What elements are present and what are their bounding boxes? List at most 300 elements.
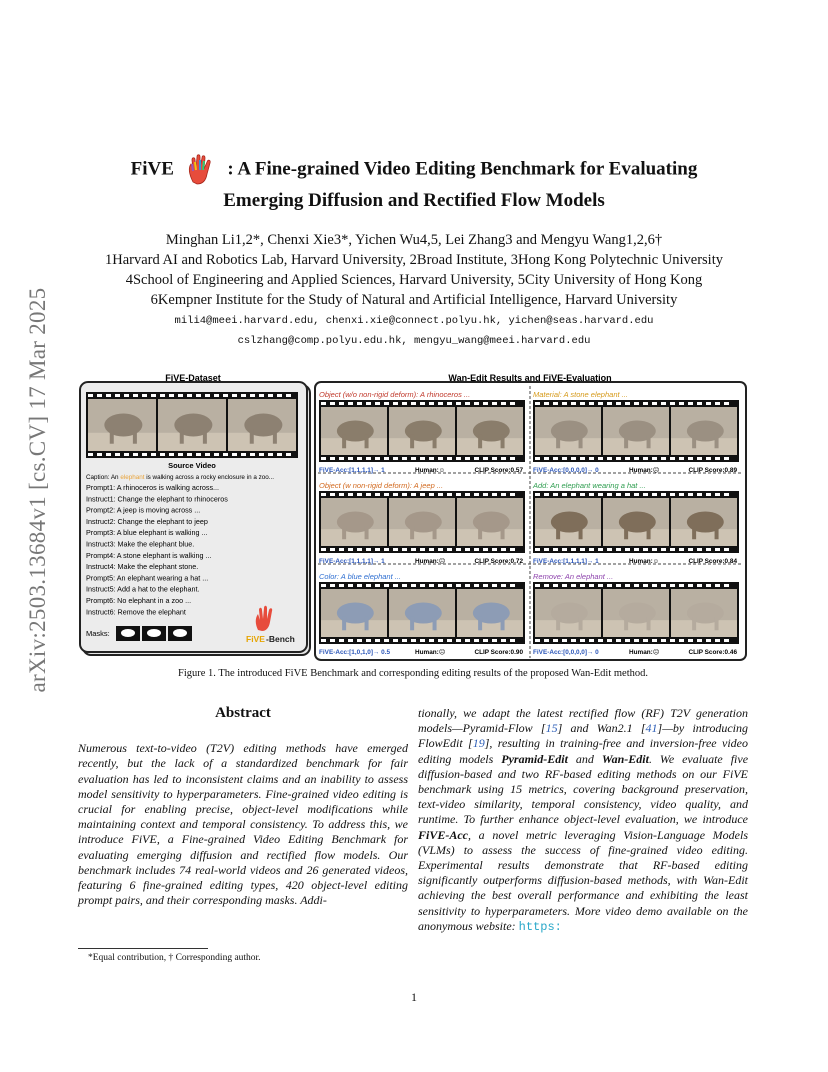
result-video-sprocket [330,493,335,496]
result-video-sprocket [348,548,353,551]
source-video-sprocket [151,453,156,456]
result-video-leg [715,435,719,448]
figure-1 [78,372,748,662]
result-video-sprocket [598,548,603,551]
result-video-leg [556,526,560,539]
abstract-text-g: , a novel metric leveraging Vision-Language Models (VLMs) to assess the success of fine-grained video editing. Experimental results demonstrate that RF-based editing significantly outperforms diffusion-based methods, with Wan-Edit achieving the best overall performance and exhibiting the least sensitivity to hyperparameters. More video demo available on the anonymous website: [418,827,748,933]
result-video-sprocket [634,639,639,642]
footnote: *Equal contribution, † Corresponding author. [88,953,261,963]
result-video-sprocket [661,548,666,551]
title-five: FiVE [130,158,174,180]
result-video-sprocket [652,548,657,551]
result-video-sprocket [375,493,380,496]
result-video-sprocket [535,548,540,551]
prompt-line: Prompt5: An elephant wearing a hat ... [86,573,209,583]
result-video-leg [692,617,696,630]
bench-label-rest: -Bench [266,634,295,644]
result-video-sprocket [643,584,648,587]
result-video-sprocket [420,639,425,642]
result-video-sprocket [679,402,684,405]
clip-score: CLIP Score:0.90 [474,649,523,656]
result-video-sprocket [616,639,621,642]
result-video-sprocket [562,639,567,642]
result-video-sprocket [402,457,407,460]
result-video-sprocket [724,402,729,405]
wan-edit-term: Wan-Edit [601,751,649,766]
result-video-sprocket [357,402,362,405]
source-video-sprocket [268,453,273,456]
source-video-label: Source Video [168,461,216,470]
human-rating: Human:☹ [415,649,446,656]
result-video-sprocket [438,457,443,460]
source-video-leg [110,429,114,444]
result-video-sprocket [321,493,326,496]
result-video-sprocket [580,584,585,587]
result-video-sprocket [474,548,479,551]
result-video-sprocket [715,548,720,551]
result-video-sprocket [465,584,470,587]
result-video-sprocket [429,548,434,551]
result-video-leg [579,617,583,630]
result-video-sprocket [465,457,470,460]
result-video-sprocket [571,402,576,405]
citation-15[interactable]: 15 [545,721,558,736]
result-video-sprocket [625,493,630,496]
source-video-sprocket [196,394,201,397]
footnote-rule [78,948,208,949]
result-video-sprocket [492,584,497,587]
result-video-sprocket [447,402,452,405]
source-video-leg [203,429,207,444]
result-video-sprocket [483,639,488,642]
result-video-sprocket [562,548,567,551]
result-video-sprocket [544,402,549,405]
result-video-sprocket [339,457,344,460]
pyramid-edit-term: Pyramid-Edit [501,751,568,766]
result-video-sprocket [357,457,362,460]
caption-prefix: Caption: An [86,474,121,481]
panel-label: Material: A stone elephant ... [533,390,628,399]
result-video-sprocket [625,402,630,405]
result-video-sprocket [661,639,666,642]
result-video-sprocket [348,584,353,587]
result-video-sprocket [607,548,612,551]
result-video-leg [410,435,414,448]
source-video-sprocket [259,394,264,397]
result-video-sprocket [456,457,461,460]
panel-label: Object (w non-rigid deform): A jeep ... [319,481,444,490]
result-video-sprocket [384,548,389,551]
result-video-sprocket [634,493,639,496]
result-video-sprocket [438,493,443,496]
prompt-line: Instruct2: Change the elephant to jeep [86,516,208,526]
result-video-sprocket [321,639,326,642]
result-video-sprocket [553,639,558,642]
result-video-sprocket [661,457,666,460]
result-video-sprocket [456,548,461,551]
result-video-sprocket [562,457,567,460]
result-video-sprocket [643,548,648,551]
result-video-sprocket [510,402,515,405]
result-video-sprocket [598,584,603,587]
source-video-sprocket [187,453,192,456]
result-video-sprocket [679,584,684,587]
result-video-sprocket [643,402,648,405]
result-video-sprocket [724,584,729,587]
source-video-sprocket [223,394,228,397]
result-video-sprocket [483,548,488,551]
result-video-leg [433,435,437,448]
result-video-sprocket [607,639,612,642]
result-video-sprocket [483,457,488,460]
result-video-sprocket [492,457,497,460]
result-video-sprocket [724,493,729,496]
source-video-sprocket [169,394,174,397]
result-video-sprocket [411,639,416,642]
abstract-right-column [418,706,748,935]
result-video-sprocket [384,493,389,496]
email-line-2: cslzhang@comp.polyu.edu.hk, mengyu_wang@meei.harvard.edu [237,335,591,347]
result-video-leg [342,435,346,448]
result-video-sprocket [474,402,479,405]
result-video-sprocket [366,493,371,496]
abstract-text-a: tionally, we adapt the latest rectified flow (RF) T2V generation models—Pyramid-Flow [ [418,706,748,736]
abstract-heading: Abstract [215,705,271,721]
result-video-sprocket [715,402,720,405]
result-video-sprocket [375,548,380,551]
result-video-sprocket [571,639,576,642]
source-video-sprocket [232,394,237,397]
source-video-sprocket [97,394,102,397]
source-video-leg [250,429,254,444]
prompt-line: Instruct3: Make the elephant blue. [86,539,195,549]
result-video-sprocket [670,493,675,496]
result-video-sprocket [411,584,416,587]
source-video-sprocket [277,453,282,456]
result-video-sprocket [544,548,549,551]
result-video-leg [478,526,482,539]
result-video-sprocket [697,639,702,642]
result-video-sprocket [375,584,380,587]
result-video-leg [556,435,560,448]
mask-elephant [121,629,135,637]
result-video-sprocket [429,639,434,642]
result-video-sprocket [661,402,666,405]
result-video-leg [692,526,696,539]
masks-label: Masks: [86,629,110,638]
result-video-sprocket [706,402,711,405]
source-video-sprocket [214,394,219,397]
result-video-sprocket [616,493,621,496]
result-video-sprocket [393,584,398,587]
result-video-sprocket [510,457,515,460]
result-video-sprocket [553,584,558,587]
result-video-sprocket [393,493,398,496]
result-video-sprocket [625,639,630,642]
result-video-sprocket [321,548,326,551]
result-video-sprocket [625,584,630,587]
result-video-sprocket [706,584,711,587]
result-video-sprocket [670,548,675,551]
result-video-sprocket [420,402,425,405]
result-video-sprocket [384,639,389,642]
dataset-header: FiVE-Dataset [165,373,221,383]
result-video-sprocket [375,457,380,460]
result-video-sprocket [724,457,729,460]
result-video-sprocket [706,639,711,642]
result-video-sprocket [706,493,711,496]
result-video-sprocket [724,548,729,551]
result-video-sprocket [438,639,443,642]
result-video-leg [579,526,583,539]
result-video-sprocket [339,548,344,551]
result-video-leg [624,526,628,539]
result-video-leg [579,435,583,448]
clip-score: CLIP Score:0.72 [474,558,523,565]
figure-caption: Figure 1. The introduced FiVE Benchmark and corresponding editing results of the proposed Wan-Edit method. [177,668,648,679]
result-video-sprocket [553,548,558,551]
source-video-sprocket [268,394,273,397]
result-video-sprocket [571,584,576,587]
result-video-sprocket [697,584,702,587]
result-video-sprocket [679,457,684,460]
human-rating: Human:☹ [629,467,660,474]
result-video-sprocket [447,584,452,587]
result-video-sprocket [474,493,479,496]
result-video-sprocket [393,639,398,642]
five-acc-score: FiVE-Acc:[1,1,1,1]→ 1 [319,467,385,474]
result-video-sprocket [697,402,702,405]
result-video-sprocket [688,402,693,405]
citation-19[interactable]: 19 [472,736,485,751]
result-video-sprocket [393,548,398,551]
result-video-sprocket [535,493,540,496]
source-video-sprocket [124,453,129,456]
result-video-sprocket [366,639,371,642]
result-video-sprocket [366,457,371,460]
result-video-leg [501,435,505,448]
title-line2: Emerging Diffusion and Rectified Flow Models [223,190,605,211]
result-video-sprocket [661,584,666,587]
dataset-caption [86,474,274,481]
caption-highlight: elephant [120,474,145,481]
source-video-sprocket [196,453,201,456]
result-video-sprocket [339,639,344,642]
result-video-sprocket [553,493,558,496]
result-video-sprocket [510,639,515,642]
source-video-sprocket [178,453,183,456]
source-video-sprocket [214,453,219,456]
result-video-sprocket [616,402,621,405]
result-video-sprocket [535,584,540,587]
abstract-left-column [78,706,408,908]
result-video-sprocket [688,493,693,496]
abstract-text-d: ], resulting in training-free and inversion-free video editing models [418,736,748,766]
result-video-sprocket [643,493,648,496]
result-video-sprocket [375,639,380,642]
five-acc-score: FiVE-Acc:[1,1,1,1]→ 1 [319,558,385,565]
result-video-sprocket [589,548,594,551]
result-video-sprocket [339,402,344,405]
result-video-sprocket [330,402,335,405]
clip-score: CLIP Score:0.46 [688,649,737,656]
result-video-sprocket [589,493,594,496]
result-video-sprocket [535,639,540,642]
result-video-sprocket [357,639,362,642]
panel-label: Add: An elephant wearing a hat ... [533,481,646,490]
result-video-sprocket [357,584,362,587]
result-video-sprocket [339,493,344,496]
prompt-line: Prompt1: A rhinoceros is walking across... [86,483,220,492]
clip-score: CLIP Score:0.57 [474,467,523,474]
result-video-leg [715,526,719,539]
result-video-sprocket [447,639,452,642]
source-video-sprocket [286,394,291,397]
result-video-sprocket [447,548,452,551]
result-video-sprocket [402,548,407,551]
results-header: Wan-Edit Results and FiVE-Evaluation [448,373,612,383]
result-video-sprocket [580,493,585,496]
result-video-sprocket [420,548,425,551]
prompt-line: Instruct5: Add a hat to the elephant. [86,584,200,594]
prompt-line: Prompt6: No elephant in a zoo ... [86,596,192,605]
result-video-sprocket [580,639,585,642]
source-video-sprocket [115,394,120,397]
panel-label: Remove: An elephant ... [533,572,614,581]
result-video-sprocket [339,584,344,587]
result-video-sprocket [510,548,515,551]
result-video-leg [365,435,369,448]
result-video-sprocket [321,402,326,405]
clip-score: CLIP Score:0.84 [688,558,737,565]
author-block [60,230,768,310]
result-video-sprocket [715,584,720,587]
result-video-sprocket [688,639,693,642]
caption-suffix: is walking across a rocky enclosure in a zoo... [144,474,274,481]
result-video-sprocket [447,457,452,460]
source-video-sprocket [151,394,156,397]
result-video-sprocket [706,457,711,460]
source-video-sprocket [205,394,210,397]
result-video-sprocket [357,548,362,551]
result-video-sprocket [402,493,407,496]
result-video-sprocket [366,402,371,405]
result-video-sprocket [706,548,711,551]
source-video-sprocket [142,453,147,456]
result-video-sprocket [598,639,603,642]
result-video-sprocket [562,493,567,496]
source-video-leg [273,429,277,444]
result-video-sprocket [634,584,639,587]
human-rating: Human:☹ [415,558,446,565]
abstract-text-b: ] and Wan2.1 [ [557,721,646,736]
result-video-sprocket [420,493,425,496]
result-video-sprocket [589,639,594,642]
result-video-leg [342,617,346,630]
result-video-sprocket [715,493,720,496]
result-video-leg [647,435,651,448]
source-video-sprocket [133,453,138,456]
result-video-sprocket [384,457,389,460]
five-acc-score: FiVE-Acc:[0,0,0,0]→ 0 [533,649,599,656]
result-video-sprocket [643,457,648,460]
result-video-sprocket [348,639,353,642]
source-video-leg [133,429,137,444]
prompt-line: Prompt3: A blue elephant is walking ... [86,528,208,538]
result-video-leg [410,526,414,539]
result-video-leg [624,617,628,630]
result-video-sprocket [402,584,407,587]
result-video-sprocket [616,548,621,551]
source-video-sprocket [277,394,282,397]
result-video-sprocket [330,639,335,642]
result-video-sprocket [393,457,398,460]
result-video-sprocket [661,493,666,496]
source-video-sprocket [178,394,183,397]
result-video-sprocket [625,548,630,551]
result-video-sprocket [429,493,434,496]
result-video-sprocket [580,548,585,551]
source-video-sprocket [250,453,255,456]
author-names: Minghan Li1,2*, Chenxi Xie3*, Yichen Wu4,5, Lei Zhang3 and Mengyu Wang1,2,6† [165,232,663,248]
email-line-1: mili4@meei.harvard.edu, chenxi.xie@connect.polyu.hk, yichen@seas.harvard.edu [174,315,654,327]
result-video-sprocket [562,402,567,405]
result-video-sprocket [456,639,461,642]
result-video-sprocket [483,402,488,405]
result-video-sprocket [544,493,549,496]
result-video-sprocket [598,402,603,405]
citation-41[interactable]: 41 [645,721,658,736]
result-video-sprocket [607,457,612,460]
result-video-sprocket [625,457,630,460]
affiliation-line-3: 6Kempner Institute for the Study of Natural and Artificial Intelligence, Harvard University [150,292,678,308]
result-video-sprocket [348,402,353,405]
source-video-sprocket [232,453,237,456]
result-video-sprocket [465,402,470,405]
result-video-sprocket [429,457,434,460]
result-video-sprocket [501,639,506,642]
result-video-sprocket [670,584,675,587]
prompt-line: Prompt2: A jeep is moving across ... [86,505,201,515]
result-video-leg [624,435,628,448]
page-number: 1 [411,990,417,1004]
mask-elephant [147,629,161,637]
hand-logo-icon [183,152,219,188]
result-video-sprocket [366,548,371,551]
source-video-sprocket [124,394,129,397]
prompt-line: Instruct1: Change the elephant to rhinoceros [86,494,228,504]
result-video-sprocket [321,457,326,460]
result-video-sprocket [634,548,639,551]
result-video-leg [410,617,414,630]
result-video-sprocket [598,457,603,460]
result-video-sprocket [438,402,443,405]
result-video-sprocket [501,457,506,460]
title-main: : A Fine-grained Video Editing Benchmark for Evaluating [227,158,698,180]
panel-label: Object (w/o non-rigid deform): A rhinoceros ... [319,390,471,399]
result-video-leg [556,617,560,630]
clip-score: CLIP Score:0.89 [688,467,737,474]
result-video-sprocket [393,402,398,405]
result-video-sprocket [535,457,540,460]
demo-url-link[interactable]: https: [518,919,562,934]
result-video-sprocket [598,493,603,496]
result-video-sprocket [420,457,425,460]
result-video-sprocket [456,402,461,405]
result-video-sprocket [670,457,675,460]
result-video-sprocket [330,457,335,460]
result-video-sprocket [697,548,702,551]
